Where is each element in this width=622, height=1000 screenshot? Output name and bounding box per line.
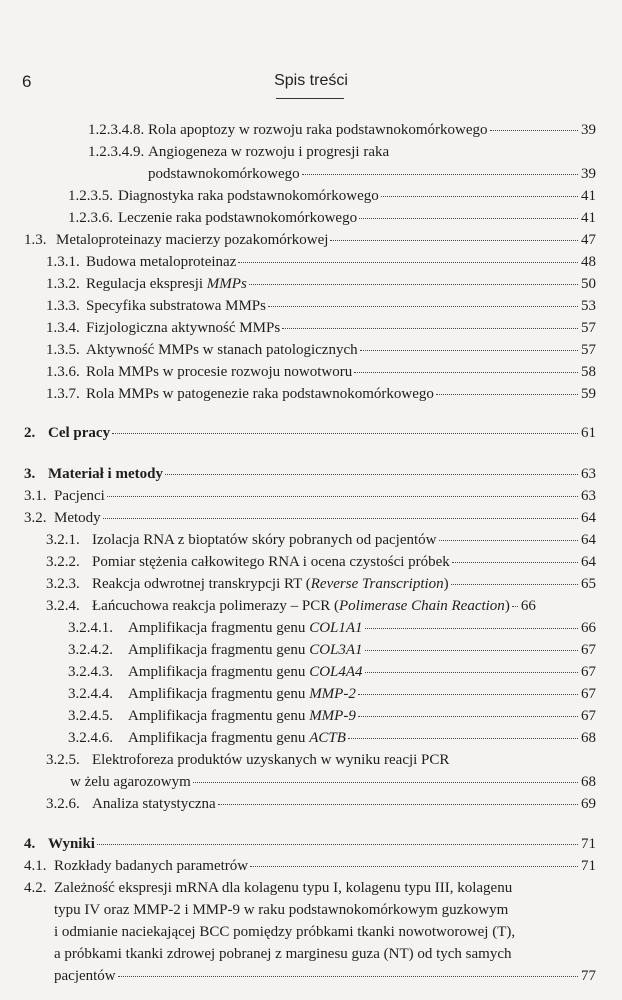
toc-entry-number: 3.1. — [24, 488, 47, 504]
toc-entry-number: 1.3.7. — [46, 386, 80, 402]
dot-leader — [302, 164, 578, 175]
toc-entry-page: 67 — [581, 664, 596, 680]
toc-entry — [54, 966, 596, 987]
toc-entry-title-italic: ACTB — [309, 730, 346, 746]
toc-entry-title: Specyfika substratowa MMPs — [86, 298, 266, 314]
toc-entry-page: 63 — [581, 466, 596, 482]
toc-entry-title-continued: pacjentów — [54, 968, 116, 984]
toc-entry-number: 1.3.4. — [46, 320, 80, 336]
dot-leader — [439, 530, 579, 541]
dot-leader — [348, 728, 578, 739]
toc-entry-title: Diagnostyka raka podstawnokomórkowego — [118, 188, 379, 204]
toc-entry — [24, 508, 596, 529]
toc-entry-number: 1.2.3.5. — [68, 188, 113, 204]
toc-entry — [88, 120, 596, 141]
toc-entry-title: Pomiar stężenia całkowitego RNA i ocena czystości próbek — [92, 554, 450, 570]
dot-leader — [436, 384, 578, 395]
toc-entry-title: Angiogeneza w rozwoju i progresji raka — [148, 144, 390, 160]
toc-entry — [68, 618, 596, 639]
toc-entry — [46, 318, 596, 339]
toc-entry-page: 50 — [581, 276, 596, 292]
toc-entry-first-line — [88, 142, 389, 163]
dot-leader — [218, 794, 578, 805]
toc-entry — [68, 662, 596, 683]
toc-entry-number: 4.2. — [24, 880, 47, 896]
dot-leader — [268, 296, 578, 307]
toc-entry — [46, 574, 596, 595]
toc-entry-page: 67 — [581, 642, 596, 658]
dot-leader — [360, 340, 578, 351]
toc-entry-number: 1.2.3.4.8. — [88, 122, 145, 138]
toc-entry — [46, 384, 596, 405]
toc-entry-title-text: Amplifikacja fragmentu genu — [128, 620, 310, 636]
toc-entry-number: 3.2.4.2. — [68, 642, 113, 658]
toc-entry-title-italic: Reverse Transcription — [310, 576, 444, 592]
toc-entry-title-continued: podstawnokomórkowego — [148, 166, 300, 182]
toc-entry — [70, 772, 596, 793]
toc-entry-number: 3.2. — [24, 510, 47, 526]
toc-entry-page: 41 — [581, 188, 596, 204]
toc-entry — [46, 274, 596, 295]
dot-leader — [452, 552, 578, 563]
toc-entry-title — [128, 728, 346, 749]
toc-entry-title — [128, 640, 363, 661]
toc-entry-number: 3.2.5. — [46, 752, 80, 768]
toc-entry-title: Wyniki — [48, 836, 95, 852]
dot-leader — [358, 706, 578, 717]
toc-entry-page: 61 — [581, 425, 596, 441]
toc-entry-number: 3.2.4.4. — [68, 686, 113, 702]
toc-entry — [46, 362, 596, 383]
toc-entry-chapter — [24, 423, 596, 444]
toc-entry-title-text: Łańcuchowa reakcja polimerazy – PCR ( — [92, 598, 339, 614]
dot-leader — [103, 508, 578, 519]
toc-entry-title — [128, 706, 356, 727]
dot-leader — [365, 618, 578, 629]
toc-entry-title-line: a próbkami tkanki zdrowej pobranej z marginesu guza (NT) od tych samych — [54, 946, 512, 962]
toc-entry-title-text: Amplifikacja fragmentu genu — [128, 730, 310, 746]
toc-entry-page: 69 — [581, 796, 596, 812]
toc-entry-title: Metody — [54, 510, 101, 526]
toc-entry-page: 39 — [581, 166, 596, 182]
toc-entry — [24, 230, 596, 251]
toc-entry-title: Budowa metaloproteinaz — [86, 254, 237, 270]
dot-leader — [330, 230, 578, 241]
toc-entry-title: Fizjologiczna aktywność MMPs — [86, 320, 281, 336]
toc-entry-title-end: ) — [504, 598, 510, 614]
toc-entry-title — [86, 274, 247, 295]
toc-entry — [46, 340, 596, 361]
toc-entry-number: 3.2.4. — [46, 598, 80, 614]
dot-leader — [358, 684, 578, 695]
toc-entry — [46, 252, 596, 273]
toc-entry-number: 4.1. — [24, 858, 47, 874]
dot-leader — [359, 208, 578, 219]
toc-entry-title-line: i odmianie naciekającej BCC pomiędzy próbkami tkanki nowotworowej (T), — [54, 924, 516, 940]
dot-leader — [282, 318, 578, 329]
toc-entry-title-text: Amplifikacja fragmentu genu — [128, 708, 310, 724]
dot-leader — [107, 486, 578, 497]
toc-entry-chapter — [24, 464, 596, 485]
toc-entry — [46, 552, 596, 573]
toc-entry-title — [128, 684, 356, 705]
header-rule — [276, 98, 344, 99]
toc-entry-number: 1.3.2. — [46, 276, 80, 292]
toc-entry-number: 4. — [24, 836, 36, 852]
toc-entry — [68, 728, 596, 749]
toc-entry-title-text: Reakcja odwrotnej transkrypcji RT ( — [92, 576, 311, 592]
toc-entry-page: 64 — [581, 532, 596, 548]
toc-entry-first-line — [46, 750, 449, 771]
dot-leader — [490, 120, 578, 131]
toc-entry — [46, 530, 596, 551]
dot-leader — [354, 362, 578, 373]
toc-entry-title — [92, 596, 510, 617]
dot-leader — [512, 596, 518, 607]
toc-entry-number: 3.2.3. — [46, 576, 80, 592]
toc-entry-title: Rola apoptozy w rozwoju raka podstawnokomórkowego — [148, 122, 488, 138]
toc-entry-page: 65 — [581, 576, 596, 592]
toc-entry-title-italic: MMP-9 — [309, 708, 356, 724]
dot-leader — [451, 574, 578, 585]
dot-leader — [365, 640, 578, 651]
toc-entry-title: Aktywność MMPs w stanach patologicznych — [86, 342, 358, 358]
running-head: Spis treści — [274, 72, 348, 89]
toc-entry-title — [128, 662, 363, 683]
dot-leader — [97, 834, 578, 845]
toc-entry-number: 2. — [24, 425, 36, 441]
toc-entry-title: Metaloproteinazy macierzy pozakomórkowej — [56, 232, 329, 248]
toc-entry-page: 66 — [581, 620, 596, 636]
toc-entry-page: 41 — [581, 210, 596, 226]
toc-entry-number: 1.2.3.4.9. — [88, 144, 145, 160]
toc-entry-title: Rola MMPs w patogenezie raka podstawnokomórkowego — [86, 386, 434, 402]
toc-entry-number: 3.2.4.6. — [68, 730, 113, 746]
toc-entry — [68, 186, 596, 207]
dot-leader — [250, 856, 578, 867]
toc-entry-page: 77 — [581, 968, 596, 984]
toc-entry-title: Rola MMPs w procesie rozwoju nowotworu — [86, 364, 353, 380]
toc-entry-number: 1.2.3.6. — [68, 210, 113, 226]
toc-entry-page: 64 — [581, 510, 596, 526]
toc-entry-number: 3.2.4.3. — [68, 664, 113, 680]
toc-entry — [68, 208, 596, 229]
toc-entry — [46, 596, 596, 617]
toc-entry-title-italic: COL3A1 — [309, 642, 363, 658]
toc-entry — [68, 684, 596, 705]
toc-entry-title-text: Amplifikacja fragmentu genu — [128, 686, 310, 702]
toc-entry-title-continued: w żelu agarozowym — [70, 774, 191, 790]
dot-leader — [238, 252, 578, 263]
toc-entry-page: 66 — [520, 598, 536, 614]
dot-leader — [193, 772, 578, 783]
toc-entry-title-text: Amplifikacja fragmentu genu — [128, 664, 310, 680]
toc-entry-number: 3.2.2. — [46, 554, 80, 570]
toc-entry-title-italic: COL4A4 — [309, 664, 363, 680]
toc-entry-title: Cel pracy — [48, 425, 111, 441]
toc-entry-title-italic: MMPs — [206, 276, 247, 292]
toc-entry-page: 39 — [581, 122, 596, 138]
toc-entry-title-text: Regulacja ekspresji — [86, 276, 207, 292]
toc-entry-page: 71 — [581, 836, 596, 852]
toc-entry-page: 47 — [581, 232, 596, 248]
toc-entry-title-line: typu IV oraz MMP-2 i MMP-9 w raku podstawnokomórkowym guzkowym — [54, 902, 509, 918]
toc-entry-title-end: ) — [443, 576, 449, 592]
toc-entry-number: 1.3.6. — [46, 364, 80, 380]
toc-entry-page: 48 — [581, 254, 596, 270]
toc-entry-title: Analiza statystyczna — [92, 796, 216, 812]
toc-entry-title — [92, 574, 449, 595]
toc-entry-chapter — [24, 834, 596, 855]
toc-entry-title-italic: COL1A1 — [309, 620, 363, 636]
toc-entry-title: Leczenie raka podstawnokomórkowego — [118, 210, 358, 226]
toc-entry — [46, 794, 596, 815]
toc-entry-title: Elektroforeza produktów uzyskanych w wyniku reacji PCR — [92, 752, 450, 768]
toc-entry-first-line — [24, 878, 512, 899]
toc-entry — [68, 640, 596, 661]
toc-entry-number: 3.2.4.5. — [68, 708, 113, 724]
dot-leader — [381, 186, 578, 197]
toc-entry-page: 67 — [581, 708, 596, 724]
toc-entry-number: 1.3.1. — [46, 254, 80, 270]
toc-entry-number: 3.2.6. — [46, 796, 80, 812]
toc-entry — [24, 856, 596, 877]
toc-entry-title: Pacjenci — [54, 488, 105, 504]
dot-leader — [249, 274, 578, 285]
toc-entry-page: 53 — [581, 298, 596, 314]
toc-entry-number: 3.2.1. — [46, 532, 80, 548]
toc-entry-title-italic: MMP-2 — [309, 686, 356, 702]
toc-entry-number: 1.3.5. — [46, 342, 80, 358]
toc-entry-title: Izolacja RNA z bioptatów skóry pobranych od pacjentów — [92, 532, 437, 548]
toc-entry-page: 59 — [581, 386, 596, 402]
toc-entry-page: 68 — [581, 730, 596, 746]
toc-entry-page: 64 — [581, 554, 596, 570]
toc-entry-page: 68 — [581, 774, 596, 790]
dot-leader — [112, 423, 578, 434]
toc-entry-title: Zależność ekspresji mRNA dla kolagenu typu I, kolagenu typu III, kolagenu — [54, 880, 513, 896]
toc-entry — [24, 486, 596, 507]
toc-entry-title: Rozkłady badanych parametrów — [54, 858, 249, 874]
toc-entry-title — [128, 618, 363, 639]
toc-entry-title-text: Amplifikacja fragmentu genu — [128, 642, 310, 658]
toc-entry-number: 1.3. — [24, 232, 47, 248]
toc-entry — [68, 706, 596, 727]
toc-entry-number: 3. — [24, 466, 36, 482]
page-number: 6 — [22, 72, 32, 91]
dot-leader — [118, 966, 578, 977]
dot-leader — [365, 662, 578, 673]
toc-entry-page: 58 — [581, 364, 596, 380]
toc-entry-number: 3.2.4.1. — [68, 620, 113, 636]
toc-entry-number: 1.3.3. — [46, 298, 80, 314]
toc-entry — [148, 164, 596, 185]
toc-entry-page: 57 — [581, 342, 596, 358]
toc-entry-page: 71 — [581, 858, 596, 874]
toc-entry-page: 57 — [581, 320, 596, 336]
dot-leader — [165, 464, 578, 475]
toc-entry-page: 67 — [581, 686, 596, 702]
toc-entry-title: Materiał i metody — [48, 466, 163, 482]
toc-entry — [46, 296, 596, 317]
toc-entry-title-italic: Polimerase Chain Reaction — [339, 598, 505, 614]
toc-entry-page: 63 — [581, 488, 596, 504]
